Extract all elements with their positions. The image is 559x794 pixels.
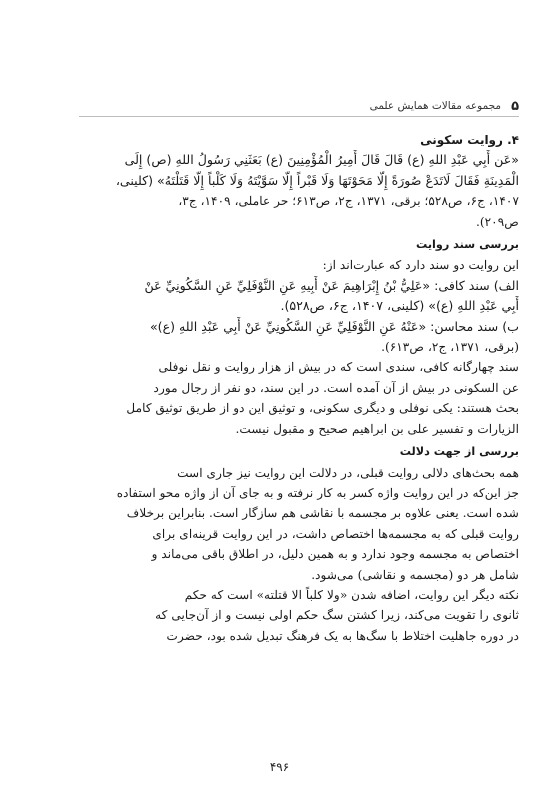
paragraph-line: أَبِي عَبْدِ اللهِ (ع)» (کلینی، ۱۴۰۷، ج۶، ص۵۲۸). [280,298,519,314]
sanad-heading: بررسی سند روایت [415,238,519,252]
paragraph-line: همه بحث‌های دلالی روایت قبلی، در دلالت این روایت نیز جاری است [177,465,519,480]
paragraph-line: شامل هر دو (مجسمه و نقاشی) می‌شود. [311,567,519,582]
paragraph-line: نکته دیگر این روایت، اضافه شدن «ولا کلباً الا قتلته» است که حکم [184,587,519,602]
paragraph-line: (برقی، ۱۳۷۱، ج۲، ص۶۱۳). [381,340,519,355]
paragraph-line: روایت قبلی که به مجسمه‌ها اختصاص داشت، در این روایت قرینه‌ای برای [152,526,519,541]
hadith-line: «عَن أَبِي عَبْدِ اللهِ (ع) قَالَ قَالَ أَمِيرُ الْمُؤْمِنِينَ (ع) بَعَثَنِي رَسُولُ اللهِ (ص) إِلَى [124,152,519,168]
paragraph-line: ب) سند محاسن: «عَنْهُ عَنِ النَّوْفَلِيِّ عَنِ السَّكُونِيِّ عَنْ أَبِي عَبْدِ اللهِ (ع)» [149,318,519,334]
paragraph-line: الزیارات و تفسیر علی بن ابراهیم صحیح و مقبول نیست. [235,421,519,436]
paragraph-line: جز این‌که در این روایت واژه کسر به کار نرفته و به جای آن از واژه محو استفاده [116,485,519,500]
paragraph-line: اختصاص به مجسمه وجود ندارد و به همین دلیل، در اطلاق باقی می‌ماند و [151,547,519,562]
paragraph-line: این روایت دو سند دارد که عبارت‌اند از: [322,258,519,273]
hadith-line: الْمَدِينَةِ فَقَالَ لَاتَدَعْ صُورَةً إِلَّا مَحَوْتَهَا وَلَا قَبْراً إِلَّا سَوَّيْتَهُ وَلَا كَلْباً إِلَّا قَتَلْتَهُ» (کلینی، [115,172,519,188]
paragraph-line: ثانوی را تقویت می‌کند، زیرا کشتن سگ حکم اولی نیست و از آن‌جایی که [155,608,519,623]
hadith-line: ۱۴۰۷، ج۶، ص۵۲۸؛ برقی، ۱۳۷۱، ج۲، ص۶۱۳؛ حر عاملی، ۱۴۰۹، ج۳، [178,194,519,209]
page-body [39,128,519,646]
paragraph-line: الف) سند کافی: «عَلِيُّ بْنُ إِبْرَاهِيمَ عَنْ أَبِيهِ عَنِ النَّوْفَلِيِّ عَنِ السَّكُونِيِّ عَنْ [144,277,519,293]
paragraph-line: بحث هستند: یکی نوفلی و دیگری سکونی، و توثیق این دو از طریق توثیق کامل [126,401,519,416]
paragraph-line: سند چهارگانه کافی، سندی است که در بیش از هزار روایت و نقل نوفلی [158,360,519,375]
paragraph-line: عن السکونی در بیش از آن آمده است. در این سند، دو نفر از رجال مورد [153,380,519,395]
header-running-title: مجموعه مقالات همایش علمی [369,100,502,112]
dalalat-heading: بررسی از جهت دلالت [399,445,519,459]
paragraph-line: شده است. یعنی علاوه بر مجسمه با نقاشی هم سازگار است. بنابراین برخلاف [126,506,519,521]
page-number: ۴۹۶ [269,760,290,774]
header-page-marker: ۵ [511,98,519,114]
hadith-line: ص۲۰۹). [475,214,519,229]
section-title: ۴. روایت سکونی [420,133,519,147]
running-header [79,96,519,117]
paragraph-line: در دوره جاهلیت اختلاط با سگ‌ها به یک فرهنگ تبدیل شده بود، حضرت [166,628,519,643]
